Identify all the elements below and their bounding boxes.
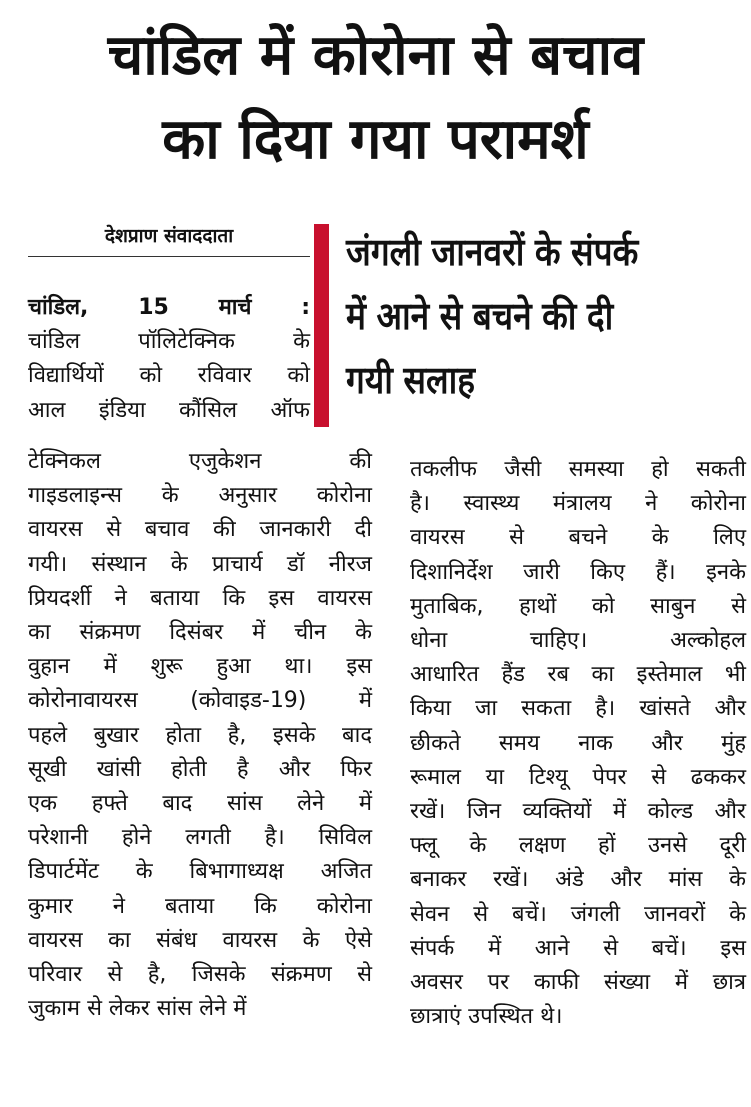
article-line: परिवार से है, जिसके संक्रमण से (28, 962, 372, 988)
article-line: कुमार ने बताया कि कोरोना (28, 893, 372, 919)
article-line: गाइडलाइन्स के अनुसार कोरोना (28, 483, 372, 509)
article-column-1-top (28, 291, 310, 428)
subhead-line-3: गयी सलाह (346, 358, 476, 402)
article-line: एक हफ्ते बाद सांस लेने में (28, 791, 372, 817)
article-line: वायरस का संबंध वायरस के ऐसे (28, 927, 372, 953)
article-line: जुकाम से लेकर सांस लेने में (28, 996, 247, 1022)
article-line: आल इंडिया कौंसिल ऑफ (28, 397, 310, 423)
subhead-line-2: में आने से बचने की दी (346, 294, 614, 338)
article-line: आधारित हैंड रब का इस्तेमाल भी (410, 662, 746, 688)
article-column-1 (28, 445, 372, 1026)
article-line: छीकते समय नाक और मुंह (410, 730, 746, 756)
article-line: दिशानिर्देश जारी किए हैं। इनके (410, 559, 746, 585)
article-line: अवसर पर काफी संख्या में छात्र (410, 970, 746, 996)
article-column-2 (410, 453, 746, 1034)
article-line: विद्यार्थियों को रविवार को (28, 363, 310, 389)
headline-line-1: चांडिल में कोरोना से बचाव (107, 23, 644, 88)
article-line: पहले बुखार होता है, इसके बाद (28, 722, 372, 748)
article-line: चांडिल पॉलिटेक्निक के (28, 329, 310, 355)
article-line: टेक्निकल एजुकेशन की (28, 449, 372, 474)
article-line: बनाकर रखें। अंडे और मांस के (410, 867, 746, 893)
article-line: वायरस से बचाव की जानकारी दी (28, 517, 372, 543)
article-line: रखें। जिन व्यक्तियों में कोल्ड और (410, 799, 746, 825)
subhead-accent-bar (314, 224, 329, 427)
article-line: सेवन से बचें। जंगली जानवरों के (410, 901, 746, 927)
article-line: का संक्रमण दिसंबर में चीन के (28, 620, 372, 646)
headline-line-2: का दिया गया परामर्श (162, 107, 589, 172)
article-line: वुहान में शुरू हुआ था। इस (28, 654, 372, 680)
article-line: फ्लू के लक्षण हों उनसे दूरी (410, 833, 746, 859)
byline: देशप्राण संवाददाता (104, 225, 234, 247)
dateline: चांडिल, 15 मार्च : (28, 295, 310, 320)
article-line: धोना चाहिए। अल्कोहल (410, 628, 746, 654)
subheadline (346, 220, 698, 412)
article-line: रूमाल या टिश्यू पेपर से ढककर (410, 764, 746, 790)
article-line: संपर्क में आने से बचें। इस (410, 935, 746, 961)
article-line: छात्राएं उपस्थित थे। (410, 1004, 563, 1030)
article-line: डिपार्टमेंट के बिभागाध्यक्ष अजित (28, 859, 372, 885)
article-line: किया जा सकता है। खांसते और (410, 696, 746, 722)
article-line: सूखी खांसी होती है और फिर (28, 756, 372, 782)
article-line: प्रियदर्शी ने बताया कि इस वायरस (28, 585, 372, 611)
article-line: वायरस से बचने के लिए (410, 525, 746, 551)
article-line: मुताबिक, हाथों को साबुन से (410, 593, 746, 619)
article-line: है। स्वास्थ्य मंत्रालय ने कोरोना (410, 491, 746, 517)
subhead-line-1: जंगली जानवरों के संपर्क (346, 230, 639, 274)
article-line: तकलीफ जैसी समस्या हो सकती (410, 457, 746, 482)
article-line: परेशानी होने लगती है। सिविल (28, 825, 372, 851)
headline (0, 14, 751, 182)
article-line: गयी। संस्थान के प्राचार्य डॉ नीरज (28, 551, 372, 577)
byline-divider (28, 256, 310, 257)
article-line: कोरोनावायरस (कोवाइड-19) में (28, 688, 372, 714)
